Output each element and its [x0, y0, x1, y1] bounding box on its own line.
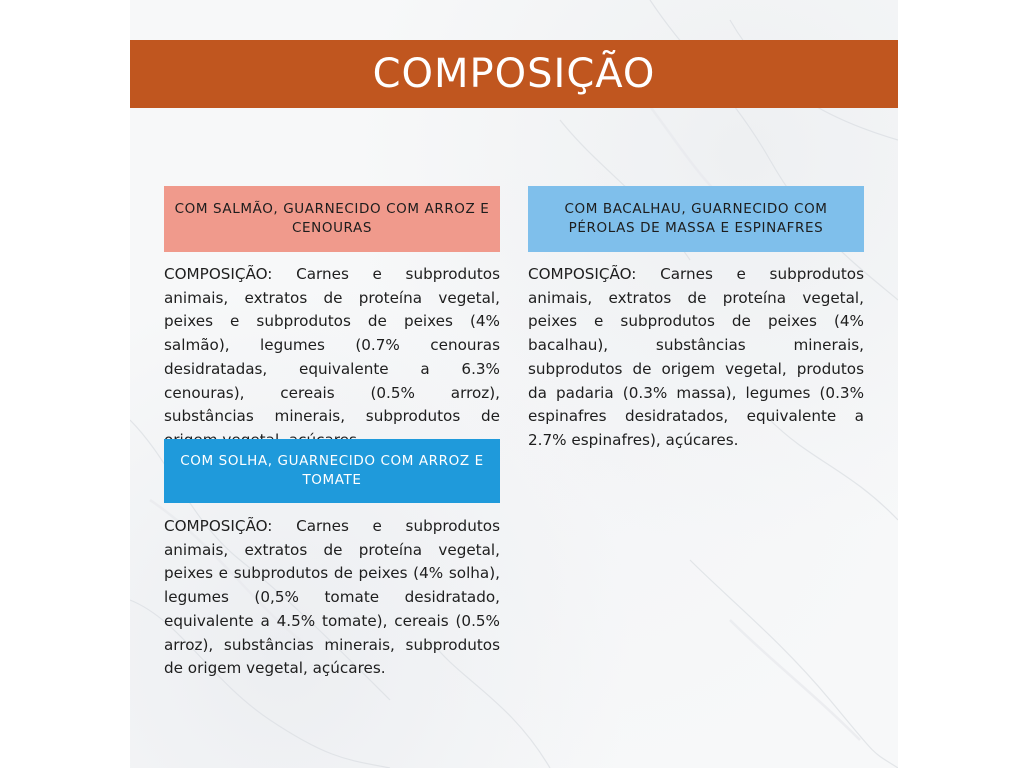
banner-title: COMPOSIÇÃO	[372, 51, 656, 97]
sole-composition-text: COMPOSIÇÃO: Carnes e subprodutos animais, extratos de proteína vegetal, peixes e subprodutos de peixes (4% solha), legumes (0,5% tomate desidratado, equivalente a 4.5% tomate), cereais (0.5% arroz), substâncias minerais, subprodutos de origem vegetal, açúcares.	[164, 517, 500, 678]
cod-composition-text: COMPOSIÇÃO: Carnes e subprodutos animais, extratos de proteína vegetal, peixes e subprodutos de peixes (4% bacalhau), substâncias minerais, subprodutos de origem vegetal, produtos da padaria (0.3% massa), legumes (0.3% espinafres desidratados, equivalente a 2.7% espinafres), açúcares.	[528, 265, 864, 449]
salmon-variant-label-text: COM SALMÃO, GUARNECIDO COM ARROZ E CENOURAS	[174, 201, 490, 236]
composition-banner	[130, 40, 898, 108]
sole-variant-label-text: COM SOLHA, GUARNECIDO COM ARROZ E TOMATE	[180, 453, 484, 488]
cod-variant-label-text: COM BACALHAU, GUARNECIDO COM PÉROLAS DE MASSA E ESPINAFRES	[564, 201, 828, 236]
sole-variant-label	[164, 439, 500, 503]
salmon-variant-label	[164, 186, 500, 252]
cod-variant-label	[528, 186, 864, 252]
salmon-composition-text: COMPOSIÇÃO: Carnes e subprodutos animais, extratos de proteína vegetal, peixes e subprodutos de peixes (4% salmão), legumes (0.7% cenouras desidratadas, equivalente a 6.3% cenouras), cereais (0.5% arroz), substâncias minerais, subprodutos de	[164, 265, 500, 426]
